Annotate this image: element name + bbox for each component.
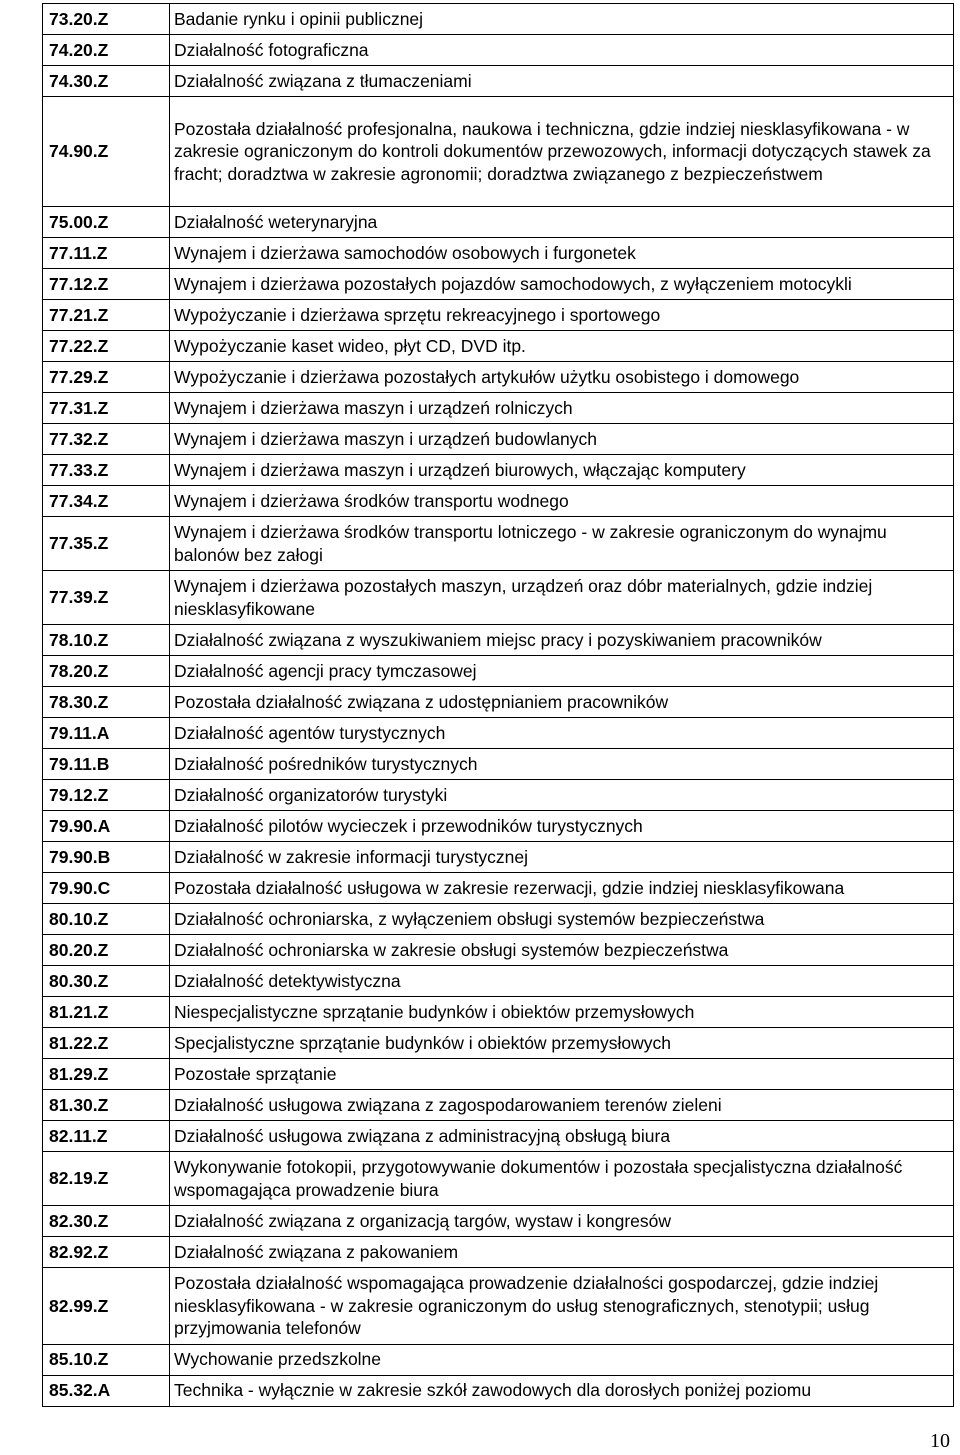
table-row — [43, 1268, 954, 1345]
table-row — [43, 873, 954, 904]
pkd-code-cell: 82.11.Z — [43, 1121, 170, 1152]
pkd-description-cell: Działalność agentów turystycznych — [170, 718, 954, 749]
table-row — [43, 1206, 954, 1237]
table-row — [43, 517, 954, 571]
pkd-code-cell: 82.92.Z — [43, 1237, 170, 1268]
table-row — [43, 904, 954, 935]
pkd-description-cell: Działalność agencji pracy tymczasowej — [170, 656, 954, 687]
pkd-description-cell: Niespecjalistyczne sprzątanie budynków i obiektów przemysłowych — [170, 997, 954, 1028]
pkd-description-cell: Działalność pilotów wycieczek i przewodników turystycznych — [170, 811, 954, 842]
pkd-code-cell: 85.32.A — [43, 1375, 170, 1406]
table-row — [43, 269, 954, 300]
table-row — [43, 97, 954, 207]
pkd-code-cell: 81.30.Z — [43, 1090, 170, 1121]
pkd-code-cell: 77.35.Z — [43, 517, 170, 571]
pkd-code-cell: 82.19.Z — [43, 1152, 170, 1206]
pkd-code-cell: 78.20.Z — [43, 656, 170, 687]
pkd-code-cell: 81.21.Z — [43, 997, 170, 1028]
pkd-description-cell: Pozostała działalność usługowa w zakresie rezerwacji, gdzie indziej niesklasyfikowana — [170, 873, 954, 904]
pkd-code-cell: 80.10.Z — [43, 904, 170, 935]
page-number: 10 — [930, 1430, 950, 1452]
pkd-code-cell: 81.29.Z — [43, 1059, 170, 1090]
pkd-description-cell: Działalność usługowa związana z zagospodarowaniem terenów zieleni — [170, 1090, 954, 1121]
pkd-table-body — [43, 4, 954, 1407]
pkd-description-cell: Wychowanie przedszkolne — [170, 1344, 954, 1375]
pkd-code-cell: 74.90.Z — [43, 97, 170, 207]
table-row — [43, 1375, 954, 1406]
table-row — [43, 571, 954, 625]
table-row — [43, 749, 954, 780]
pkd-description-cell: Wynajem i dzierżawa pozostałych maszyn, urządzeń oraz dóbr materialnych, gdzie indziej niesklasyfikowane — [170, 571, 954, 625]
pkd-description-cell: Działalność usługowa związana z administracyjną obsługą biura — [170, 1121, 954, 1152]
table-row — [43, 35, 954, 66]
table-row — [43, 1090, 954, 1121]
pkd-code-cell: 80.30.Z — [43, 966, 170, 997]
pkd-description-cell: Pozostałe sprzątanie — [170, 1059, 954, 1090]
table-row — [43, 1344, 954, 1375]
table-row — [43, 625, 954, 656]
pkd-code-cell: 82.99.Z — [43, 1268, 170, 1345]
table-row — [43, 331, 954, 362]
pkd-code-cell: 79.11.B — [43, 749, 170, 780]
table-row — [43, 780, 954, 811]
pkd-description-cell: Wypożyczanie kaset wideo, płyt CD, DVD itp. — [170, 331, 954, 362]
pkd-description-cell: Pozostała działalność związana z udostępnianiem pracowników — [170, 687, 954, 718]
pkd-description-cell: Działalność związana z organizacją targów, wystaw i kongresów — [170, 1206, 954, 1237]
pkd-code-cell: 77.29.Z — [43, 362, 170, 393]
table-row — [43, 1121, 954, 1152]
table-row — [43, 1028, 954, 1059]
pkd-description-cell: Działalność weterynaryjna — [170, 207, 954, 238]
pkd-code-cell: 74.20.Z — [43, 35, 170, 66]
table-row — [43, 424, 954, 455]
table-row — [43, 393, 954, 424]
pkd-code-cell: 79.90.A — [43, 811, 170, 842]
pkd-description-cell: Badanie rynku i opinii publicznej — [170, 4, 954, 35]
pkd-code-cell: 80.20.Z — [43, 935, 170, 966]
pkd-code-cell: 77.21.Z — [43, 300, 170, 331]
pkd-description-cell: Działalność ochroniarska w zakresie obsługi systemów bezpieczeństwa — [170, 935, 954, 966]
pkd-description-cell: Wynajem i dzierżawa środków transportu wodnego — [170, 486, 954, 517]
pkd-code-cell: 74.30.Z — [43, 66, 170, 97]
pkd-description-cell: Wypożyczanie i dzierżawa pozostałych artykułów użytku osobistego i domowego — [170, 362, 954, 393]
table-row — [43, 811, 954, 842]
pkd-description-cell: Działalność pośredników turystycznych — [170, 749, 954, 780]
table-row — [43, 238, 954, 269]
pkd-description-cell: Działalność związana z wyszukiwaniem miejsc pracy i pozyskiwaniem pracowników — [170, 625, 954, 656]
pkd-code-cell: 77.31.Z — [43, 393, 170, 424]
table-row — [43, 966, 954, 997]
pkd-description-cell: Wynajem i dzierżawa pozostałych pojazdów samochodowych, z wyłączeniem motocykli — [170, 269, 954, 300]
table-row — [43, 66, 954, 97]
table-row — [43, 4, 954, 35]
pkd-code-cell: 77.32.Z — [43, 424, 170, 455]
pkd-description-cell: Działalność fotograficzna — [170, 35, 954, 66]
pkd-code-cell: 79.11.A — [43, 718, 170, 749]
pkd-code-cell: 82.30.Z — [43, 1206, 170, 1237]
pkd-description-cell: Wynajem i dzierżawa maszyn i urządzeń budowlanych — [170, 424, 954, 455]
pkd-description-cell: Specjalistyczne sprzątanie budynków i obiektów przemysłowych — [170, 1028, 954, 1059]
table-row — [43, 656, 954, 687]
table-row — [43, 842, 954, 873]
pkd-code-cell: 81.22.Z — [43, 1028, 170, 1059]
pkd-code-cell: 79.12.Z — [43, 780, 170, 811]
table-row — [43, 300, 954, 331]
pkd-description-cell: Pozostała działalność wspomagająca prowadzenie działalności gospodarczej, gdzie indziej niesklasyfikowana - w zakresie ograniczonym do usług stenograficznych, stenotypii; usług przyjmowania telefonów — [170, 1268, 954, 1345]
pkd-code-cell: 77.11.Z — [43, 238, 170, 269]
pkd-code-table — [42, 3, 954, 1407]
table-row — [43, 207, 954, 238]
pkd-code-cell: 77.12.Z — [43, 269, 170, 300]
table-row — [43, 455, 954, 486]
pkd-description-cell: Działalność w zakresie informacji turystycznej — [170, 842, 954, 873]
pkd-description-cell: Technika - wyłącznie w zakresie szkół zawodowych dla dorosłych poniżej poziomu — [170, 1375, 954, 1406]
pkd-description-cell: Działalność organizatorów turystyki — [170, 780, 954, 811]
pkd-code-cell: 75.00.Z — [43, 207, 170, 238]
pkd-description-cell: Wykonywanie fotokopii, przygotowywanie dokumentów i pozostała specjalistyczna działalność wspomagająca prowadzenie biura — [170, 1152, 954, 1206]
pkd-code-cell: 85.10.Z — [43, 1344, 170, 1375]
pkd-code-cell: 77.22.Z — [43, 331, 170, 362]
pkd-description-cell: Wynajem i dzierżawa maszyn i urządzeń rolniczych — [170, 393, 954, 424]
pkd-description-cell: Wynajem i dzierżawa samochodów osobowych i furgonetek — [170, 238, 954, 269]
pkd-code-cell: 73.20.Z — [43, 4, 170, 35]
table-row — [43, 1059, 954, 1090]
pkd-code-cell: 77.39.Z — [43, 571, 170, 625]
pkd-description-cell: Wynajem i dzierżawa maszyn i urządzeń biurowych, włączając komputery — [170, 455, 954, 486]
pkd-description-cell: Wynajem i dzierżawa środków transportu lotniczego - w zakresie ograniczonym do wynajmu balonów bez załogi — [170, 517, 954, 571]
table-row — [43, 718, 954, 749]
table-row — [43, 1237, 954, 1268]
pkd-description-cell: Działalność ochroniarska, z wyłączeniem obsługi systemów bezpieczeństwa — [170, 904, 954, 935]
table-row — [43, 687, 954, 718]
table-row — [43, 935, 954, 966]
table-row — [43, 362, 954, 393]
pkd-description-cell: Wypożyczanie i dzierżawa sprzętu rekreacyjnego i sportowego — [170, 300, 954, 331]
table-row — [43, 486, 954, 517]
pkd-code-cell: 77.34.Z — [43, 486, 170, 517]
pkd-code-cell: 78.30.Z — [43, 687, 170, 718]
pkd-description-cell: Działalność związana z tłumaczeniami — [170, 66, 954, 97]
pkd-code-cell: 77.33.Z — [43, 455, 170, 486]
table-row — [43, 997, 954, 1028]
pkd-description-cell: Działalność detektywistyczna — [170, 966, 954, 997]
pkd-code-cell: 78.10.Z — [43, 625, 170, 656]
pkd-description-cell: Pozostała działalność profesjonalna, naukowa i techniczna, gdzie indziej niesklasyfikowana - w zakresie ograniczonym do kontroli dokumentów przewozowych, informacji dotyczących stawek za fracht; doradztwa w zakresie agronomii; doradztwa związanego z bezpieczeństwem — [170, 97, 954, 207]
pkd-code-cell: 79.90.B — [43, 842, 170, 873]
table-row — [43, 1152, 954, 1206]
pkd-description-cell: Działalność związana z pakowaniem — [170, 1237, 954, 1268]
pkd-code-cell: 79.90.C — [43, 873, 170, 904]
